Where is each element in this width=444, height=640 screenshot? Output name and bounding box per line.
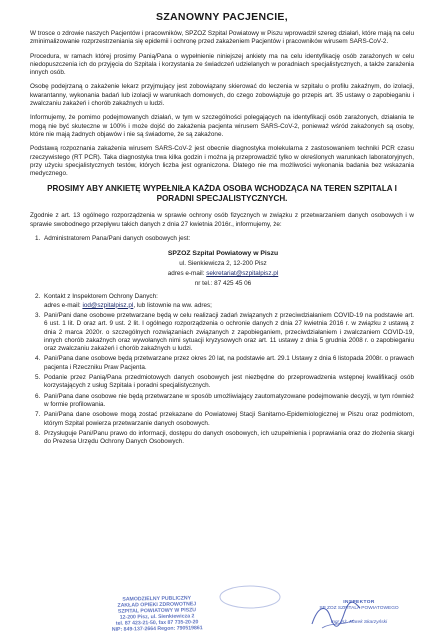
gdpr-intro: Zgodnie z art. 13 ogólnego rozporządzenia w sprawie ochrony osób fizycznych w związku z przetwarzaniem danych osobowych i w sprawie swobodnego przepływu takich danych z dnia 27 kwietnia 2016r., informujemy, że:	[30, 212, 414, 228]
survey-request-heading: PROSIMY ABY ANKIETĘ WYPEŁNIŁA KAŻDA OSOBA WCHODZĄCA NA TEREN SZPITALA I PORADNI SPECJALISTYCZNYCH.	[47, 184, 397, 204]
list-item: 3. Pani/Pani dane osobowe przetwarzane będą w celu realizacji zadań związanych z przeciwdziałaniem COVID-19 na podstawie art. 6 ust. 1 lit. D oraz art. 9 ust. 2 lit. I ogólnego rozporządzenia o ochronie danych z dnia 27 kwietnia 2016 r. w związku z ustawą z dnia 2 marca 2020r. o szczególnych rozwiązaniach związanych z zapobieganiem, przeciwdziałaniem i zwalczaniem COVID-19, innych chorób zakaźnych oraz wywołanych nimi sytuacji kryzysowych oraz art. 11 ustawy z dnia 5 grudnia 2008 r. o zapobieganiu oraz zwalczaniu zakażeń i chorób zakaźnych u ludzi.	[42, 312, 414, 353]
stamp-line: tel. 87 423-21-50, fax 87 735-20-20	[115, 619, 199, 627]
administrator-label: Administratorem Pana/Pani danych osobowych jest:	[44, 235, 191, 243]
iod-email-link[interactable]: iod@szpitalpisz.pl	[82, 301, 134, 309]
list-item	[42, 235, 414, 289]
stamp-line: SAMODZIELNY PUBLICZNY	[122, 595, 192, 603]
administrator-phone: nr tel.: 87 425 45 06	[194, 280, 252, 288]
list-item	[42, 293, 414, 310]
iod-email-line	[44, 302, 414, 310]
inspector-stamp-title: INSPEKTOR	[343, 600, 375, 605]
list-item: 4. Pani/Pana dane osobowe będą przetwarzane przez okres 20 lat, na podstawie art. 29.1 Ustawy z dnia 6 listopada 2008r. o prawach pacjenta i Rzeczniku Praw Pacjenta.	[42, 355, 414, 372]
intro-paragraph: W trosce o zdrowie naszych Pacjentów i pracowników, SPZOZ Szpital Powiatowy w Piszu wprowadził szereg działań, które mają na celu zminimalizowanie rozprzestrzeniania się epidemii i ochronę przed zakażeniem Pacjentów i pracowników wirusem SARS-CoV-2.	[30, 30, 414, 46]
administrator-name: SPZOZ Szpital Powiatowy w Piszu	[167, 250, 279, 258]
list-item: 8. Przysługuje Pani/Panu prawo do informacji, dostępu do danych osobowych, ich uzupełnienia i poprawiania oraz do złożenia skargi do Prezesa Urzędu Ochrony Danych Osobowych.	[42, 430, 414, 447]
administrator-email-link[interactable]: sekretariat@szpitalpisz.pl	[206, 270, 279, 278]
list-item: 7. Pani/Pana dane osobowe mogą zostać przekazane do Powiatowej Stacji Sanitarno-Epidemiologicznej w Piszu oraz podmiotom, którym Szpital powierza przetwarzanie danych osobowych.	[42, 411, 414, 428]
signature-icon	[308, 598, 364, 634]
suspected-case-paragraph: Osobę podejrzaną o zakażenie lekarz przyjmujący jest zobowiązany skierować do leczenia w szpitalu o profilu zakaźnym, do izolacji, kwarantanny, wykonania badań lub izolacji w warunkach domowych, do czego zobowiązuje go przepis art. 35 ustawy o zapobieganiu i zwalczaniu zakażeń i chorób zakaźnych u ludzi.	[30, 83, 414, 108]
hospital-stamp	[82, 595, 233, 634]
stamp-line: NIP: 849-137-2664 Regon: 790519861	[111, 625, 203, 633]
administrator-email-line	[32, 269, 414, 279]
inspector-stamp-name: mgr inż. Marek Skarzyński	[330, 620, 388, 625]
list-item: 6. Pani/Pana dane osobowe nie będą przetwarzane w sposób umożliwiający zautomatyzowane podejmowanie decyzji, w tym również w formie profilowania.	[42, 393, 414, 410]
iod-contact-label: 2. Kontakt z Inspektorem Ochrony Danych:	[44, 293, 158, 301]
stamp-line: SZPITAL POWIATOWY W PISZU	[117, 607, 197, 615]
list-item: 5. Podanie przez Panią/Pana przedmiotowych danych osobowych jest niezbędne do przeprowadzenia wstępnej kwalifikacji osób korzystających z usług Szpitala i poradni specjalistycznych.	[42, 374, 414, 391]
email-label: adres e-mail:	[167, 270, 207, 278]
gdpr-points-list	[30, 235, 414, 446]
administrator-address: ul. Sienkiewicza 2, 12-200 Pisz	[179, 260, 267, 268]
procedure-paragraph: Procedura, w ramach której prosimy Panią/Pana o wypełnienie niniejszej ankiety ma na celu identyfikację osób zarażonych w celu niedopuszczenia ich do przyjęcia do Szpitala i korzystania ze świadczeń udzielanych w poradniach specjalistycznych, a także zarażenia innych osób.	[30, 52, 414, 77]
inspector-stamp-org: SP ZOZ SZPITALA POWIATOWEGO	[319, 606, 399, 611]
iod-email-rest: , lub listownie na ww. adres;	[133, 301, 212, 309]
page-title: SZANOWNY PACJENCIE,	[156, 11, 288, 23]
email-label: adres e-mail:	[44, 301, 83, 309]
stamp-line: ZAKŁAD OPIEKI ZDROWOTNEJ	[117, 601, 197, 609]
stamp-line: 12-200 Pisz, ul. Sienkiewicza 2	[119, 613, 195, 621]
administrator-block	[32, 249, 414, 289]
round-stamp-icon	[218, 584, 282, 610]
diagnosis-paragraph: Podstawą rozpoznania zakażenia wirusem SARS-CoV-2 jest obecnie diagnostyka molekularna z zastosowaniem techniki PCR czasu rzeczywistego (RT PCR). Taka diagnostyka trwa kilka godzin i można ją przeprowadzić tylko w określonych warunkach laboratoryjnych, przy użyciu specjalistycznych testów, których liczba jest ograniczona. Dlatego nie ma możliwości wykonania badania bez wskazania medycznego.	[30, 145, 414, 178]
information-paragraph: Informujemy, że pomimo podejmowanych działań, w tym w szczególności polegających na identyfikacji osób zarażonych, działania te mogą nie być skuteczne w 100% i może dojść do zakażenia pacjenta wirusem SARS-CoV-2, ponieważ wśród zakażonych są osoby, które nie mają żadnych objawów i nie są świadome, że są zakażone.	[30, 114, 414, 138]
